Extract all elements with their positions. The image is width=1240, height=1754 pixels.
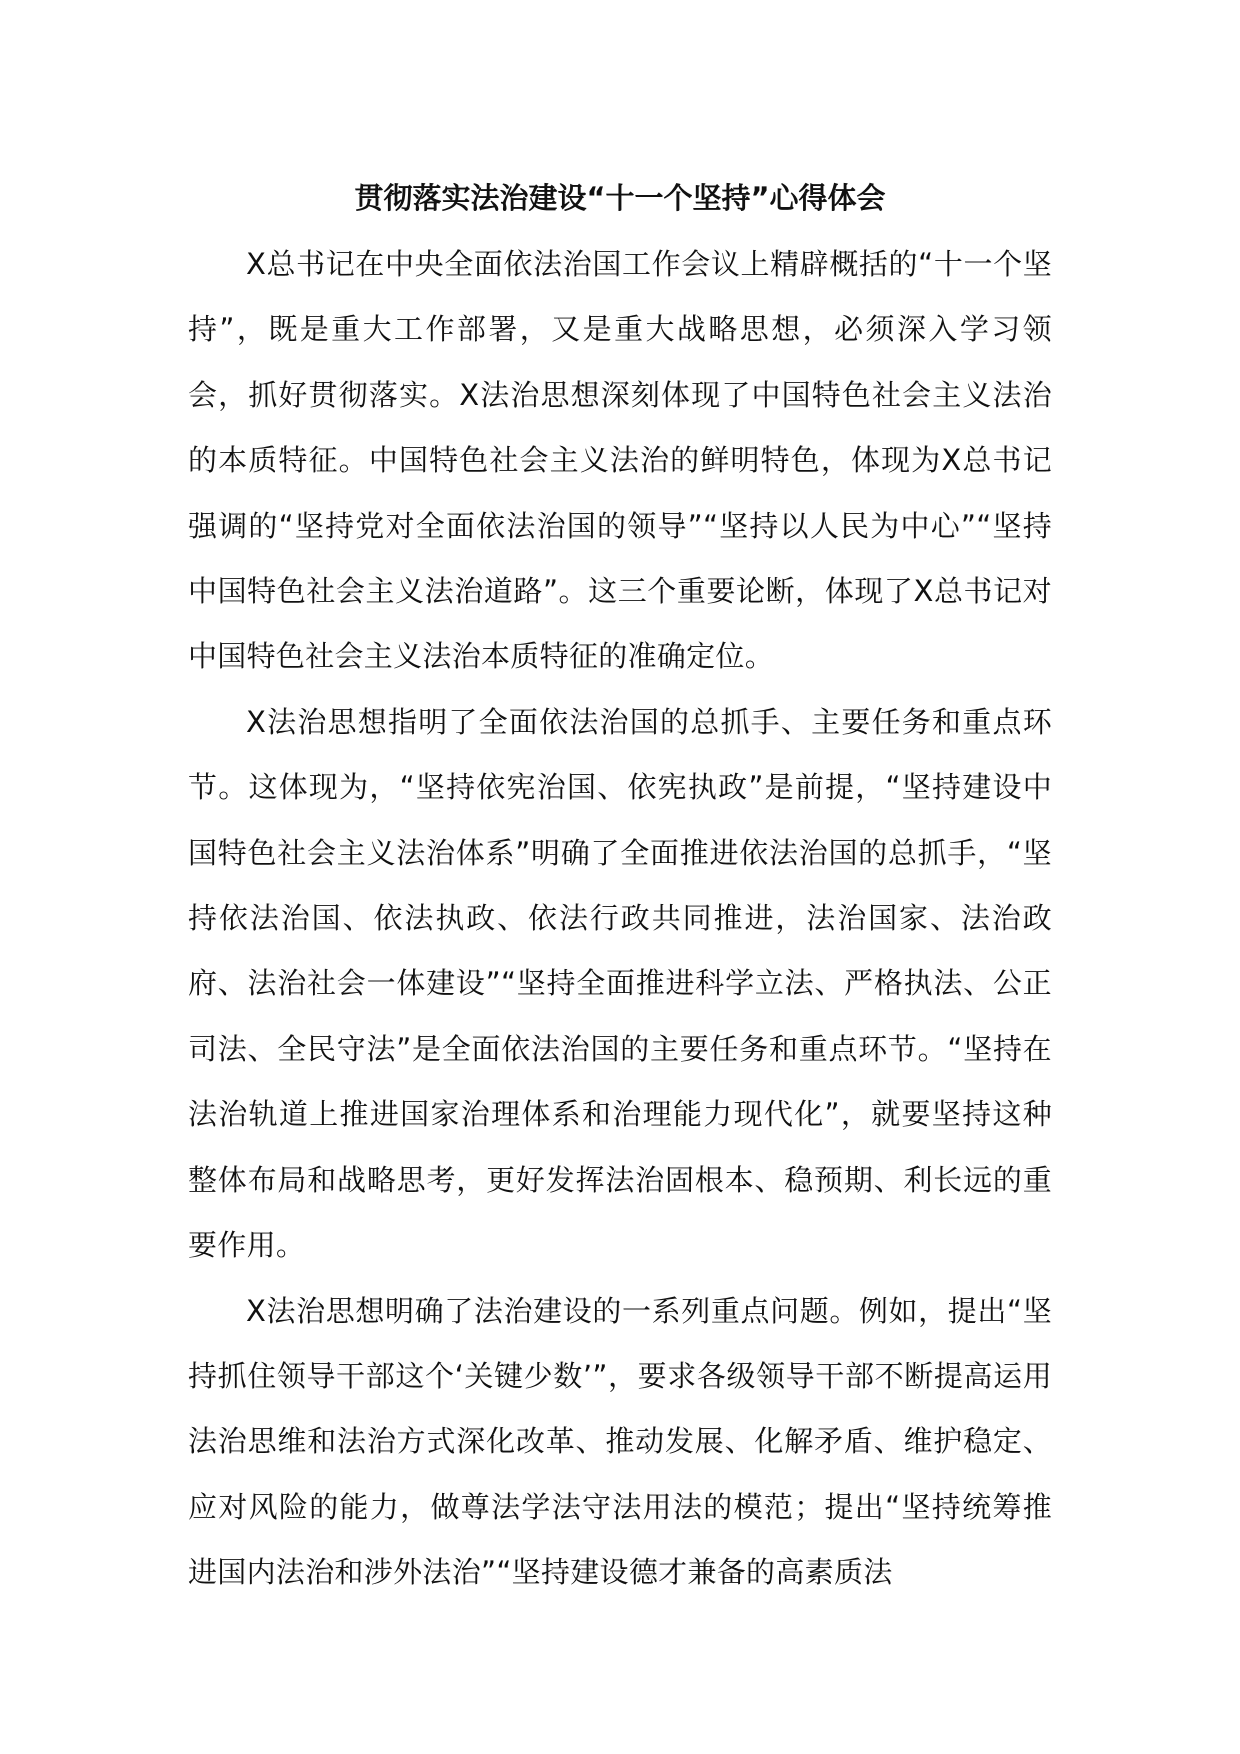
paragraph-2: X法治思想指明了全面依法治国的总抓手、主要任务和重点环节。这体现为，“坚持依宪治国、依宪执政”是前提，“坚持建设中国特色社会主义法治体系”明确了全面推进依法治国的总抓手，“坚持依法治国、依法执政、依法行政共同推进，法治国家、法治政府、法治社会一体建设”“坚持全面推进科学立法、严格执法、公正司法、全民守法”是全面依法治国的主要任务和重点环节。“坚持在法治轨道上推进国家治理体系和治理能力现代化”，就要坚持这种整体布局和战略思考，更好发挥法治固根本、稳预期、利长远的重要作用。 [188, 704, 1052, 1263]
document-body [188, 232, 1052, 1606]
paragraph-1: X总书记在中央全面依法治国工作会议上精辟概括的“十一个坚持”，既是重大工作部署，又是重大战略思想，必须深入学习领会，抓好贯彻落实。X法治思想深刻体现了中国特色社会主义法治的本质特征。中国特色社会主义法治的鲜明特色，体现为X总书记强调的“坚持党对全面依法治国的领导”“坚持以人民为中心”“坚持中国特色社会主义法治道路”。这三个重要论断，体现了X总书记对中国特色社会主义法治本质特征的准确定位。 [188, 247, 1052, 674]
paragraph-3: X法治思想明确了法治建设的一系列重点问题。例如，提出“坚持抓住领导干部这个‘关键少数’”，要求各级领导干部不断提高运用法治思维和法治方式深化改革、推动发展、化解矛盾、维护稳定、应对风险的能力，做尊法学法守法用法的模范；提出“坚持统筹推进国内法治和涉外法治”“坚持建设德才兼备的高素质法 [188, 1293, 1052, 1590]
document-title: 贯彻落实法治建设“十一个坚持”心得体会 [354, 181, 886, 215]
